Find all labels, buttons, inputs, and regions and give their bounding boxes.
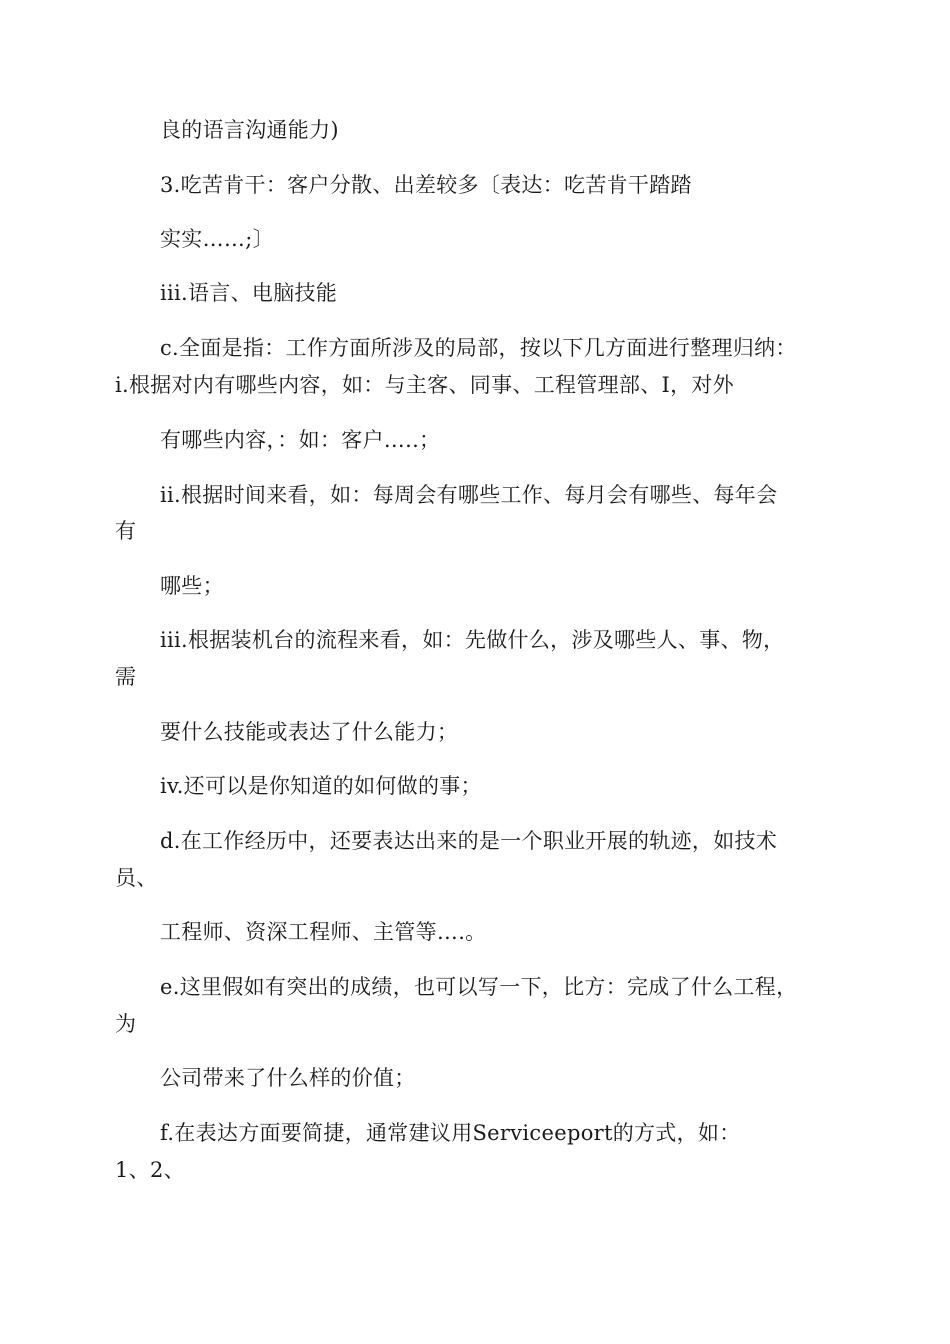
text-line: d.在工作经历中，还要表达出来的是一个职业开展的轨迹，如技术 [160,829,778,853]
text-line: 需 [115,665,137,689]
text-line: i.根据对内有哪些内容，如：与主客、同事、工程管理部、I，对外 [115,373,734,397]
text-line: iii.根据装机台的流程来看，如：先做什么，涉及哪些人、事、物， [160,628,785,652]
text-line: 1、2、 [115,1158,185,1182]
text-line: 公司带来了什么样的价值； [160,1066,416,1090]
text-line: iv.还可以是你知道的如何做的事； [160,774,482,798]
text-line: e.这里假如有突出的成绩，也可以写一下，比方：完成了什么工程， [160,975,798,999]
text-line: 为 [115,1012,137,1036]
text-line: 工程师、资深工程师、主管等….。 [160,920,487,944]
text-line: 要什么技能或表达了什么能力； [160,720,459,744]
text-line: 有 [115,519,137,543]
text-line: 员、 [115,866,158,890]
text-line: 哪些； [160,574,224,598]
text-line: c.全面是指：工作方面所涉及的局部，按以下几方面进行整理归纳： [160,336,797,360]
text-line: 有哪些内容，：如：客户…..； [160,428,441,452]
text-line: ii.根据时间来看，如：每周会有哪些工作、每月会有哪些、每年会 [160,483,778,507]
text-line: 良的语言沟通能力) [160,118,339,142]
text-line: iii.语言、电脑技能 [160,281,338,305]
text-line: f.在表达方面要简捷，通常建议用Serviceeport的方式，如： [160,1121,741,1145]
text-line: 实实……;〕 [160,227,274,251]
text-line: 3.吃苦肯干：客户分散、出差较多〔表达：吃苦肯干踏踏 [160,173,692,197]
